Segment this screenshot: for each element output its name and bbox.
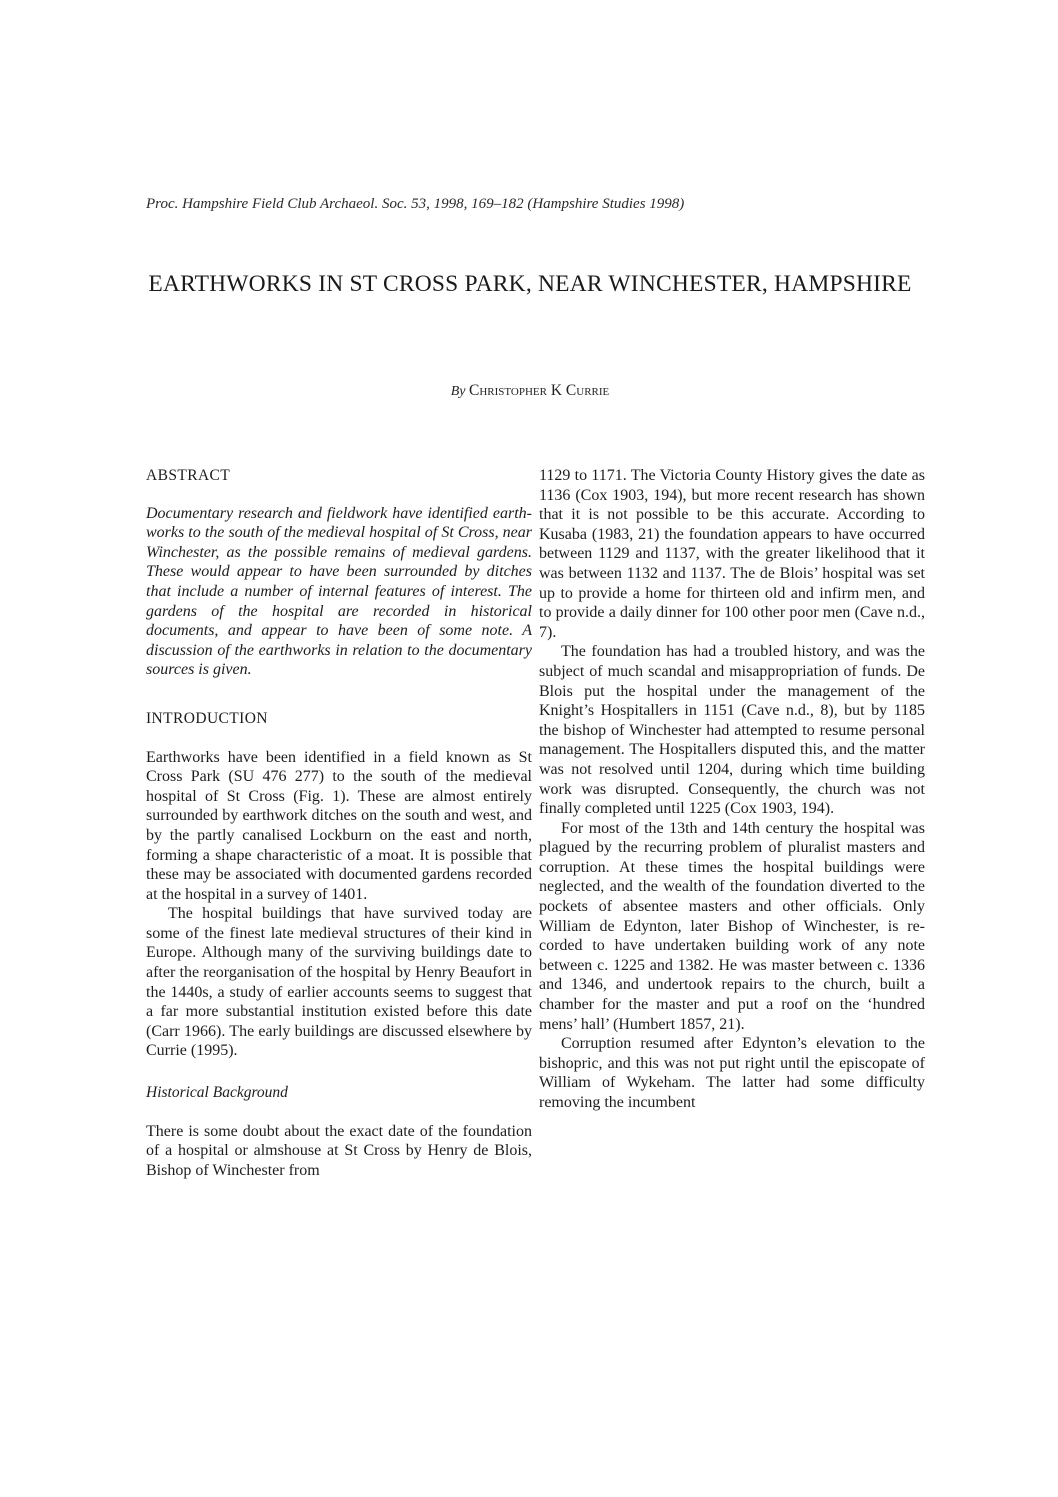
introduction-paragraph: The hospital buildings that have survived today are some of the finest late medieval structures of their kind in Europe. Although many of the surviving buildings date to after the reorganisation of the hospital by Henry Beaufort in the 1440s, a study of earlier accounts seems to suggest that a far more substantial institution existed before this date (Carr 1966). The early buildings are discussed elsewhere by Currie (1995). [146, 905, 532, 1060]
right-column [539, 466, 925, 1113]
introduction-paragraph: Earthworks have been identified in a field known as St Cross Park (SU 476 277) to the south of the medieval hospital of St Cross (Fig. 1). These are almost entirely surrounded by earthwork ditches on the south and west, and by the partly canalised Lockburn on the east and north, forming a shape characteristic of a moat. It is possible that these may be associated with documented gardens recorded at the hospital in a survey of 1401. [146, 748, 532, 903]
abstract-text: Documentary research and fieldwork have identified earthworks to the south of the medieval hospital of St Cross, near Winchester, as the possible remains of medieval gardens. These would appear to have been surrounded by ditches that include a number of internal features of interest. The gardens of the hospital are recorded in historical documents, and appear to have been of some note. A discussion of the earthworks in relation to the documentary sources is given. [146, 504, 532, 679]
journal-citation: Proc. Hampshire Field Club Archaeol. Soc. 53, 1998, 169–182 (Hampshire Studies 1998) [146, 196, 685, 212]
body-paragraph: 1129 to 1171. The Victoria County History gives the date as 1136 (Cox 1903, 194), but more recent research has shown that it is not possible to be this accurate. According to Kusaba (1983, 21) the foundation appears to have occurred between 1129 and 1137, with the greater likelihood that it was between 1132 and 1137. The de Blois’ hospital was set up to provide a home for thirteen old and infirm men, and to provide a daily dinner for 100 other poor men (Cave n.d., 7). [539, 467, 925, 641]
author-byline [140, 382, 920, 400]
author-name: Christopher K Currie [469, 382, 610, 399]
left-column [146, 466, 532, 1180]
body-paragraph: For most of the 13th and 14th century the hospital was plagued by the recurring problem of pluralist masters and corruption. At these times the hospital buildings were neglected, and the wealth of the foundation diverted to the pockets of absentee masters and other officials. Only William de Edynton, later Bishop of Winchester, is recorded to have undertaken building work of any note between c. 1225 and 1382. He was master between c. 1336 and 1346, and undertook repairs to the church, built a chamber for the master and put a roof on the ‘hundred mens’ hall’ (Humbert 1857, 21). [539, 819, 925, 1033]
body-paragraph: Corruption resumed after Edynton’s elevation to the bishopric, and this was not put right until the episcopate of William of Wykeham. The latter had some difficulty removing the incumbent [539, 1035, 925, 1111]
body-paragraph: The foundation has had a troubled history, and was the subject of much scandal and misappropriation of funds. De Blois put the hospital under the management of the Knight’s Hospitallers in 1151 (Cave n.d., 8), but by 1185 the bishop of Winchester had attempted to resume personal management. The Hospitallers disputed this, and the matter was not resolved until 1204, during which time building work was disrupted. Consequently, the church was not finally completed until 1225 (Cox 1903, 194). [539, 643, 925, 818]
byline-prefix: By [450, 384, 466, 399]
historical-background-heading: Historical Background [146, 1084, 288, 1102]
historical-background-paragraph: There is some doubt about the exact date of the foundation of a hospital or almshouse at St Cross by Henry de Blois, Bishop of Winchester from [146, 1122, 532, 1179]
article-title: EARTHWORKS IN ST CROSS PARK, NEAR WINCHESTER, HAMPSHIRE [148, 271, 912, 297]
introduction-heading: INTRODUCTION [146, 709, 268, 727]
abstract-heading: ABSTRACT [146, 467, 231, 484]
